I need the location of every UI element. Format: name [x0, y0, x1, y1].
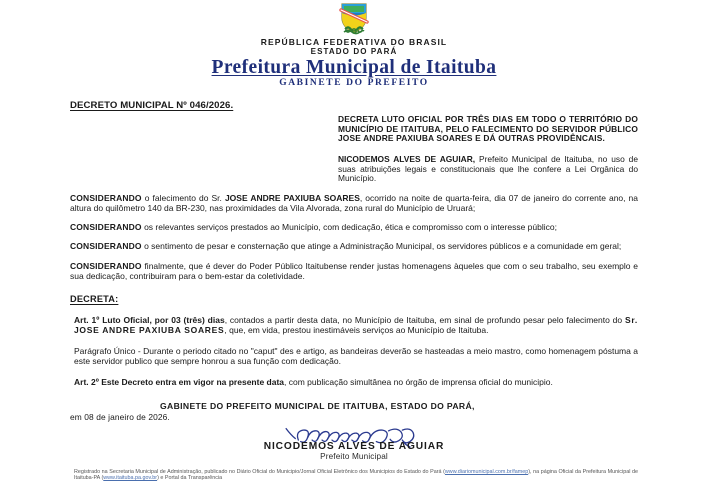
footer-part-1: Registrado na Secretaria Municipal de Administração, publicado no Diário Oficial do Municipio/Jornal Oficial Eletrônico dos Municipios do Estado do Pará ( [74, 468, 445, 475]
considerando-1-text-before: o falecimento do Sr. [141, 193, 225, 204]
signature-block [70, 424, 638, 461]
footer-part-2: ), na página Oficial da Prefeitura Municipal de Itaituba-PA ( [74, 468, 638, 482]
preamble-body: Prefeito Municipal de Itaituba, no uso de suas atribuições legais e constitucionais que lhe confere a Lei Orgânica do Município. [338, 153, 638, 184]
article-1-text-after: , que, em vida, prestou inestimáveis serviços ao Município de Itaituba. [224, 324, 489, 335]
considerando-1-emphasis: JOSE ANDRE PAXIUBA SOARES [224, 193, 360, 204]
paragrafo-unico-text: - Durante o periodo citado no "caput" des e artigo, as bandeiras deverão se hasteadas a meio mastro, como homenagem póstuma a este servidor publico que sempre honrou a sua função com dedicação. [74, 345, 638, 367]
letterhead-country: REPÚBLICA FEDERATIVA DO BRASIL [260, 37, 448, 47]
considerando-2 [70, 222, 638, 232]
decree-preamble [338, 155, 638, 184]
footer-link-diario-oficial[interactable]: www.diariomunicipal.com.br/famep [444, 468, 529, 475]
article-1-text-before: , contados a partir desta data, no Município de Itaituba, em sinal de profundo pesar pelo falecimento do [224, 314, 625, 325]
footer-link-prefeitura[interactable]: www.itaituba.pa.gov.br [103, 475, 158, 482]
preamble-mayor-name: NICODEMOS ALVES DE AGUIAR, [338, 153, 476, 164]
article-2 [70, 377, 638, 387]
article-1 [70, 315, 638, 335]
paragrafo-unico-lead: Parágrafo Único [74, 345, 136, 356]
considerando-3-text-before: o sentimento de pesar e consternação que atinge a Administração Municipal, os servidores públicos e a comunidade em geral; [141, 241, 622, 252]
paragrafo-unico [70, 346, 638, 366]
footer-registration-note [70, 469, 638, 482]
closing-date: em 08 de janeiro de 2026. [70, 411, 170, 422]
considerando-1-text-after: , ocorrido na noite de quarta-feira, dia 07 de janeiro do corrente ano, na altura do quilômetro 140 da BR-230, nas proximidades da Vila Alvorada, zona rural do Município de Uruará; [70, 193, 639, 214]
letterhead-office: GABINETE DO PREFEITO [279, 78, 429, 88]
considerando-4 [70, 261, 638, 281]
decree-summary: DECRETA LUTO OFICIAL POR TRÊS DIAS EM TODO O TERRITÓRIO DO MUNICÍPIO DE ITAITUBA, PELO FALECIMENTO DO SERVIDOR PÚBLICO JOSE ANDRE PAXIUBA SOARES E DÁ OUTRAS PROVIDÊNCAIS. [338, 114, 638, 144]
considerando-1-keyword: CONSIDERANDO [70, 193, 142, 204]
letterhead-state: ESTADO DO PARÁ [310, 47, 398, 56]
decreta-heading: DECRETA: [70, 293, 119, 304]
considerando-1 [70, 193, 638, 213]
closing-place: GABINETE DO PREFEITO MUNICIPAL DE ITAITUBA, ESTADO DO PARÁ, [160, 401, 475, 412]
signer-role: Prefeito Municipal [320, 451, 388, 461]
considerando-4-keyword: CONSIDERANDO [70, 260, 142, 271]
signer-name: NICODEMOS ALVES DE AGUIAR [263, 440, 445, 452]
coat-of-arms-icon [335, 2, 373, 36]
considerando-2-keyword: CONSIDERANDO [70, 222, 142, 233]
footer-part-3: ) e Portal da Transparência [157, 475, 223, 482]
considerando-3 [70, 241, 638, 251]
considerando-4-text-before: finalmente, que é dever do Poder Público Itaitubense render justas homenagens àqueles que com o seu trabalho, seu exemplo e sua dedicação, contribuiram para o bem-estar da coletividade. [70, 260, 638, 281]
article-2-text: , com publicação simultânea no órgão de imprensa oficial do municipio. [284, 377, 553, 388]
article-1-emphasis: Sr. JOSE ANDRE PAXIUBA SOARES [74, 314, 638, 335]
decree-number: DECRETO MUNICIPAL Nº 046/2026. [70, 100, 234, 111]
letterhead [70, 0, 638, 89]
article-2-lead: Art. 2º Este Decreto entra em vigor na presente data [74, 377, 285, 388]
considerando-2-text-before: os relevantes serviços prestados ao Município, com dedicação, ética e compromisso com o interesse público; [141, 222, 557, 233]
article-1-lead: Art. 1º Luto Oficial, por 03 (três) dias [74, 314, 225, 325]
letterhead-city-hall-title: Prefeitura Municipal de Itaituba [211, 57, 497, 78]
considerando-3-keyword: CONSIDERANDO [70, 241, 142, 252]
